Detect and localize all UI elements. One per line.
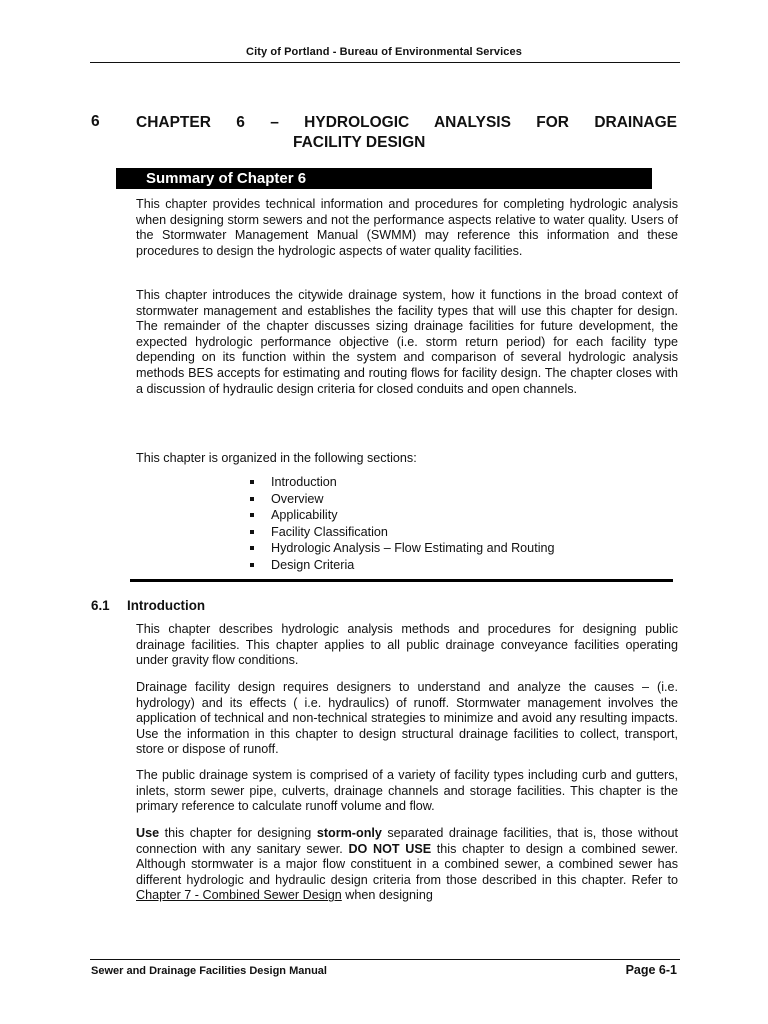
section-title: Introduction <box>127 598 206 613</box>
intro-paragraph-4: Use this chapter for designing storm-only separated drainage facilities, that is, those without connection with any sanitary sewer. DO NOT USE this chapter to design a combined sewer. Although stormwater is a major flow constituent in a combined sewer, a combined sewer has different hydrologic and hydraulic design criteria from those described in this chapter. Refer to Chapter 7 - Combined Sewer Design when designing <box>136 826 679 903</box>
chapter-7-link[interactable]: Chapter 7 - Combined Sewer Design <box>136 888 342 903</box>
storm-only-emphasis: storm-only <box>316 826 382 840</box>
list-item: Overview <box>250 491 555 508</box>
chapter-title-line-2: FACILITY DESIGN <box>293 134 426 151</box>
summary-paragraph-1: This chapter provides technical information and procedures for completing hydrologic analysis when designing storm sewers and not the performance aspects relative to water quality. Users of the Stormwater Management Manual (SWMM) may reference this information and these procedures to design the hydrologic aspects of water quality facilities. <box>136 197 678 258</box>
intro-paragraph-2: Drainage facility design requires designers to understand and analyze the causes – (i.e. hydrology) and its effects ( i.e. hydraulics) of runoff. Stormwater management involves the application of technical and non-technical strategies to minimize and avoid any resulting impacts. Use the information in this chapter to design structural drainage facilities to collect, transport, store or dispose of runoff. <box>136 680 678 757</box>
intro-paragraph-3: The public drainage system is comprised of a variety of facility types including curb and gutters, inlets, storm sewer pipe, culverts, drainage channels and storage facilities. This chapter is the primary reference to calculate runoff volume and flow. <box>136 768 678 814</box>
page-number: Page 6-1 <box>625 963 677 977</box>
chapter-number: 6 <box>91 113 100 130</box>
header-rule <box>90 62 680 63</box>
list-item: Facility Classification <box>250 524 555 541</box>
list-item: Hydrologic Analysis – Flow Estimating and Routing <box>250 540 555 557</box>
chapter-title <box>136 113 677 153</box>
bullet-icon <box>250 480 254 484</box>
bullet-icon <box>250 497 254 501</box>
summary-paragraph-2: This chapter introduces the citywide drainage system, how it functions in the broad context of stormwater management and establishes the facility types that will use this chapter for design. The remainder of the chapter discusses sizing drainage facilities for future development, the expected hydrologic performance objective (i.e. storm return period) for each facility type depending on its function within the system and comparison of several hydrologic analysis methods BES accepts for estimating and routing flows for facility design. The chapter closes with a discussion of hydraulic design criteria for closed conduits and open channels. <box>136 288 678 396</box>
summary-heading-bar <box>116 168 652 189</box>
section-number: 6.1 <box>91 598 110 613</box>
summary-heading: Summary of Chapter 6 <box>146 170 307 187</box>
bullet-icon <box>250 563 254 567</box>
page-header: City of Portland - Bureau of Environmental Services <box>246 46 522 58</box>
organized-intro: This chapter is organized in the following sections: <box>136 451 417 465</box>
bullet-icon <box>250 546 254 550</box>
intro-paragraph-1: This chapter describes hydrologic analysis methods and procedures for designing public drainage facilities. This chapter applies to all public drainage conveyance facilities operating under gravity flow conditions. <box>136 622 678 668</box>
use-emphasis: Use <box>136 826 160 840</box>
bullet-icon <box>250 513 254 517</box>
do-not-use-emphasis: DO NOT USE <box>348 841 432 856</box>
bullet-icon <box>250 530 254 534</box>
section-list <box>250 474 555 574</box>
footer-manual-title: Sewer and Drainage Facilities Design Manual <box>91 965 327 977</box>
list-item: Applicability <box>250 507 555 524</box>
list-item: Design Criteria <box>250 557 555 574</box>
list-item: Introduction <box>250 474 555 491</box>
summary-divider <box>130 579 673 582</box>
footer-rule <box>90 959 680 960</box>
chapter-title-line-1: CHAPTER 6 – HYDROLOGIC ANALYSIS FOR DRAINAGE <box>136 114 677 131</box>
